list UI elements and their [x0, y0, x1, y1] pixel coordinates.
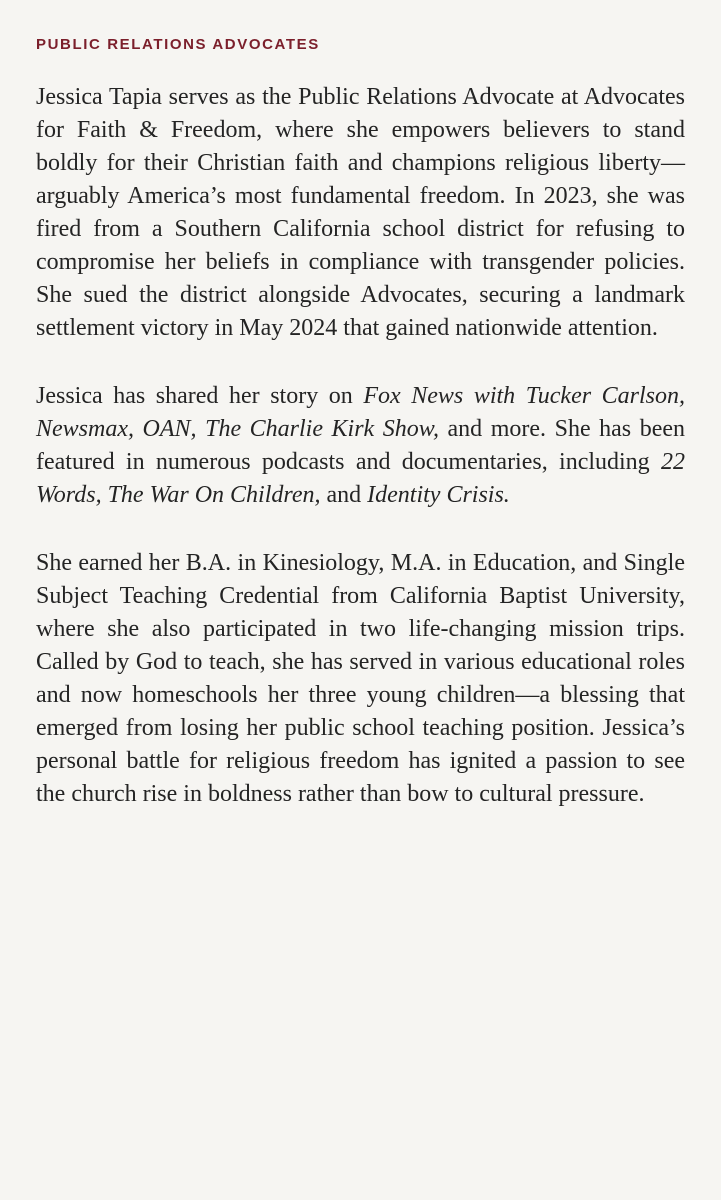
- body-text: Jessica Tapia serves as the Public Relations Advocate at Advocates for Faith & Freedom, where she empowers believers to stand boldly for their Christian faith and champions religious liberty—arguably America’s most fundamental freedom. In 2023, she was fired from a Southern California school district for refusing to compromise her beliefs in compliance with transgender policies. She sued the district alongside Advocates, securing a landmark settlement victory in May 2024 that gained nationwide attention.: [36, 84, 685, 341]
- body-text: Jessica has shared her story on: [36, 383, 364, 409]
- section-heading: PUBLIC RELATIONS ADVOCATES: [36, 36, 320, 53]
- body-text: and: [320, 482, 368, 508]
- paragraph-bio-intro: [36, 81, 685, 345]
- italic-title-text: Identity Crisis.: [367, 482, 510, 508]
- body-text: She earned her B.A. in Kinesiology, M.A. in Education, and Single Subject Teaching Credential from California Baptist University, where she also participated in two life-changing mission trips. Called by God to teach, she has served in various educational roles and now homeschools her three young children—a blessing that emerged from losing her public school teaching position. Jessica’s personal battle for religious freedom has ignited a passion to see the church rise in boldness rather than bow to cultural pressure.: [36, 550, 685, 807]
- italic-title-text: Fox News with Tucker Carlson, Newsmax, OAN, The Charlie Kirk Show,: [36, 383, 685, 442]
- paragraph-media-appearances: [36, 380, 685, 512]
- paragraph-education-background: [36, 547, 685, 811]
- italic-title-text: 22 Words, The War On Children,: [36, 449, 685, 508]
- body-text: and more. She has been featured in numerous podcasts and documentaries, including: [36, 416, 685, 475]
